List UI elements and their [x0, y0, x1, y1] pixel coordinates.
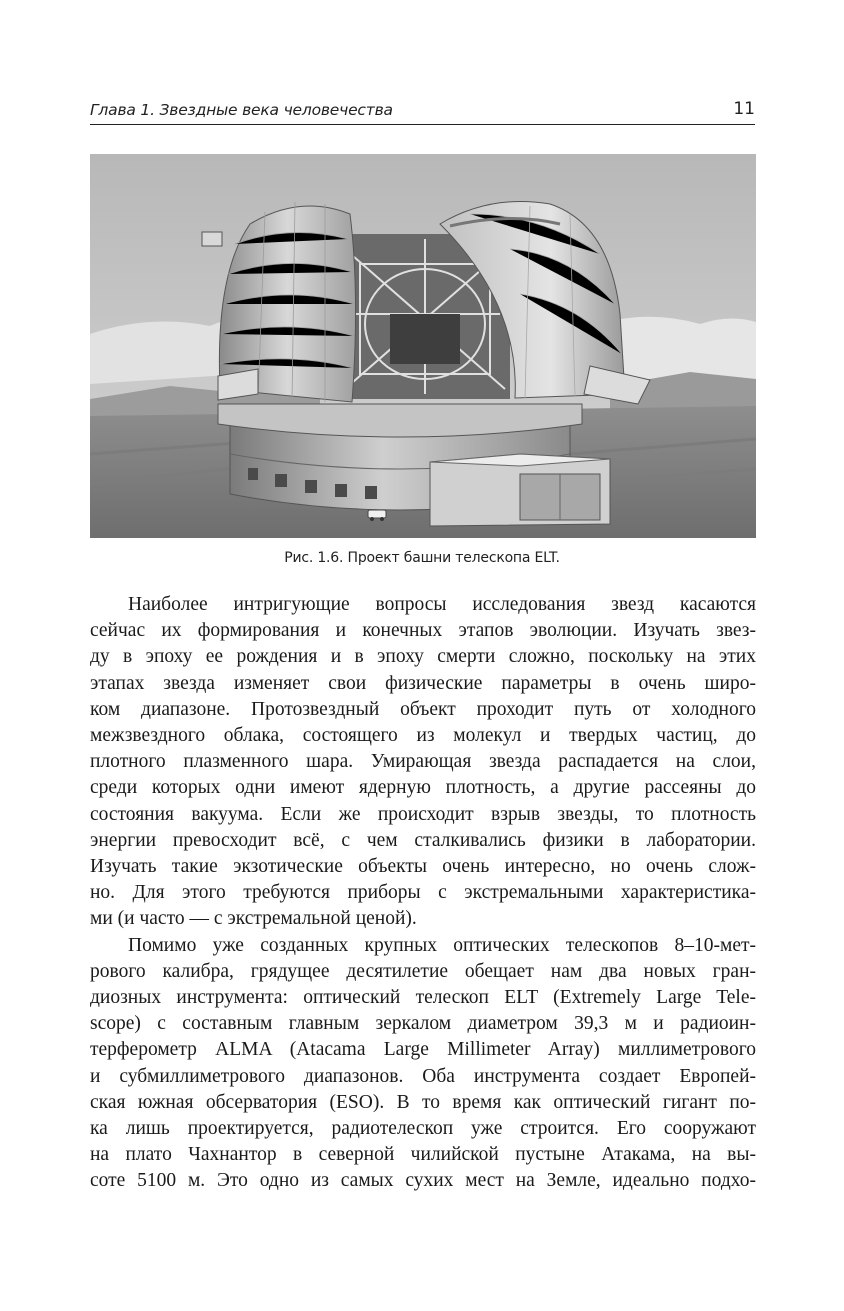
text-line: терферометр ALMA (Atacama Large Millimeter Array) миллиметрового — [90, 1039, 756, 1061]
text-line: Наиболее интригующие вопросы исследования звезд касаются — [128, 594, 756, 615]
text-line: ду в эпоху ее рождения и в эпоху смерти сложно, поскольку на этих — [90, 646, 756, 668]
chapter-title: Глава 1. Звездные века человечества — [90, 101, 393, 119]
paragraph-2 — [90, 933, 756, 1195]
text-line: диозных инструмента: оптический телескоп ELT (Extremely Large Tele- — [90, 987, 756, 1009]
text-line: и субмиллиметрового диапазонов. Оба инструмента создает Европей- — [90, 1065, 756, 1087]
text-line: scope) с составным главным зеркалом диаметром 39,3 м и радиоин- — [90, 1013, 756, 1035]
text-line: состояния вакуума. Если же происходит взрыв звезды, то плотность — [90, 803, 756, 825]
page-number: 11 — [733, 99, 755, 119]
paragraph-1 — [90, 592, 756, 933]
text-line: среди которых одни имеют ядерную плотность, а другие рассеяны до — [90, 777, 756, 799]
body-text — [90, 592, 756, 1195]
text-line: но. Для этого требуются приборы с экстремальными характеристика- — [90, 882, 756, 904]
text-line: сейчас их формирования и конечных этапов эволюции. Изучать звез- — [90, 620, 756, 642]
figure-caption: Рис. 1.6. Проект башни телескопа ELT. — [284, 550, 560, 566]
text-line: ка лишь проектируется, радиотелескоп уже строится. Его сооружают — [90, 1118, 756, 1140]
text-line: на плато Чахнантор в северной чилийской пустыне Атакама, на вы- — [90, 1144, 756, 1166]
text-line: ми (и часто — с экстремальной ценой). — [90, 908, 417, 930]
text-line: этапах звезда изменяет свои физические параметры в очень широ- — [90, 672, 756, 694]
text-line: Изучать такие экзотические объекты очень интересно, но очень слож- — [90, 856, 756, 878]
text-line: плотного плазменного шара. Умирающая звезда распадается на слои, — [90, 751, 756, 773]
elt-dome-illustration — [90, 154, 756, 538]
text-line: рового калибра, грядущее десятилетие обещает нам два новых гран- — [90, 960, 756, 982]
text-line: соте 5100 м. Это одно из самых сухих мест на Земле, идеально подхо- — [90, 1170, 756, 1192]
text-line: Помимо уже созданных крупных оптических телескопов 8–10-мет- — [128, 934, 756, 956]
text-line: энергии превосходит всё, с чем сталкивались физики в лаборатории. — [90, 829, 756, 851]
text-line: ская южная обсерватория (ESO). В то время как оптический гигант по- — [90, 1091, 756, 1113]
running-header — [90, 100, 755, 125]
text-line: ком диапазоне. Протозвездный объект проходит путь от холодного — [90, 698, 756, 720]
text-line: межзвездного облака, состоящего из молекул и твердых частиц, до — [90, 725, 756, 747]
telescope-figure — [90, 154, 756, 538]
